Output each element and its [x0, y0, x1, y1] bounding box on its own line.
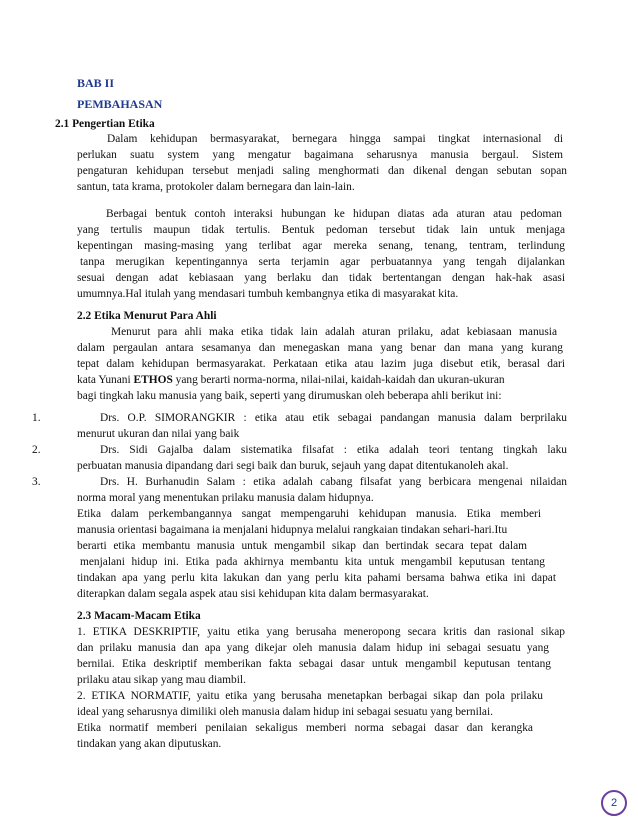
list-item-line: Drs. O.P. SIMORANGKIR : etika atau etik sebagai pandangan manusia dalam berprilaku [100, 412, 567, 424]
paragraph-line: Etika dalam perkembangannya sangat mempengaruhi kehidupan manusia. Etika memberi [77, 508, 541, 520]
paragraph-line: Dalam kehidupan bermasyarakat, bernegara hingga sampai tingkat internasional di [107, 133, 563, 145]
page-number-badge [601, 790, 627, 816]
paragraph-line: 1. ETIKA DESKRIPTIF, yaitu etika yang berusaha meneropong secara kritis dan rasional sikap [77, 626, 565, 638]
list-item-line: Drs. Sidi Gajalba dalam sistematika filsafat : etika adalah teori tentang tingkah laku [100, 444, 567, 456]
paragraph-line: pengaturan kehidupan tersebut menjadi saling menghormati dan dikenal dengan sebutan sopan [77, 165, 567, 177]
paragraph-line: perlukan suatu system yang mengatur bagaimana seharusnya manusia bergaul. Sistem [77, 149, 563, 161]
ethos-term: ETHOS [133, 374, 173, 386]
paragraph-line: prilaku atau sikap yang mau diambil. [77, 674, 246, 686]
paragraph-line: berarti etika membantu manusia untuk mengambil sikap dan bertindak secara tepat dalam [77, 540, 527, 552]
paragraph-line: kata Yunani ETHOS yang berarti norma-norma, nilai-nilai, kaidah-kaidah dan ukuran-ukuran [77, 374, 505, 386]
paragraph-line: tindakan yang akan diputuskan. [77, 738, 222, 750]
paragraph-line: dalam pergaulan antara sesamanya dan menegaskan mana yang benar dan mana yang kurang [77, 342, 563, 354]
paragraph-line: Berbagai bentuk contoh interaksi hubungan ke hidupan diatas ada aturan atau pedoman [106, 208, 562, 220]
list-number: 3. [32, 476, 41, 488]
paragraph-line: 2. ETIKA NORMATIF, yaitu etika yang berusaha menetapkan berbagai sikap dan pola prilaku [77, 690, 543, 702]
paragraph-line: santun, tata krama, protokoler dalam bernegara dan lain-lain. [77, 181, 355, 193]
paragraph-line: bagi tingkah laku manusia yang baik, seperti yang dirumuskan oleh beberapa ahli berikut ini: [77, 390, 502, 402]
paragraph-line: Etika normatif memberi penilaian sekaligus memberi norma sebagai dasar dan kerangka [77, 722, 533, 734]
page-number: 2 [610, 797, 618, 809]
paragraph-line: diterapkan dalam segala aspek atau sisi kehidupan kita dalam bermasyarakat. [77, 588, 429, 600]
paragraph-line: yang tertulis maupun tidak tertulis. Bentuk pedoman tersebut tidak lain untuk menjaga [77, 224, 565, 236]
paragraph-line: menjalani hidup ini. Etika pada akhirnya membantu kita untuk mengambil keputusan tentang [80, 556, 545, 568]
section-2-1-title: 2.1 Pengertian Etika [55, 118, 155, 130]
list-item-line: perbuatan manusia dipandang dari segi baik dan buruk, sejauh yang dapat ditentukanoleh akal. [77, 460, 509, 472]
chapter-title: PEMBAHASAN [77, 97, 163, 111]
paragraph-line: kepentingan masing-masing yang terlibat agar mereka senang, tenang, tentram, terlindung [77, 240, 565, 252]
list-number: 1. [32, 412, 41, 424]
paragraph-line: tindakan apa yang perlu kita lakukan dan yang perlu kita pahami bersama bahwa etika ini dapat [77, 572, 556, 584]
list-item-line: norma moral yang menentukan prilaku manusia dalam hidupnya. [77, 492, 374, 504]
paragraph-line: Menurut para ahli maka etika tidak lain adalah aturan prilaku, adat kebiasaan manusia [111, 326, 557, 338]
list-item-line: Drs. H. Burhanudin Salam : etika adalah cabang filsafat yang berbicara mengenai nilaidan [100, 476, 567, 488]
paragraph-line: umumnya.Hal itulah yang mendasari tumbuh kembangnya etika di masyarakat kita. [77, 288, 459, 300]
list-item-line: menurut ukuran dan nilai yang baik [77, 428, 240, 440]
section-2-3-title: 2.3 Macam-Macam Etika [77, 610, 201, 622]
paragraph-line: tepat dalam kehidupan bermasyarakat. Perkataan etika atau lazim juga disebut etik, berasal dari [77, 358, 565, 370]
paragraph-line: manusia orientasi bagaimana ia menjalani hidupnya melalui rangkaian tindakan sehari-hari.Itu [77, 524, 508, 536]
section-2-2-title: 2.2 Etika Menurut Para Ahli [77, 310, 217, 322]
list-number: 2. [32, 444, 41, 456]
paragraph-line: sesuai dengan adat kebiasaan yang berlaku dan tidak bertentangan dengan hak-hak asasi [77, 272, 565, 284]
paragraph-line: tanpa merugikan kepentingannya serta terjamin agar perbuatannya yang tengah dijalankan [80, 256, 565, 268]
paragraph-line: bernilai. Etika deskriptif memberikan fakta sebagai dasar untuk mengambil keputusan tentang [77, 658, 551, 670]
paragraph-line: dan prilaku manusia dan apa yang dikejar oleh manusia dalam hidup ini sebagai sesuatu yang [77, 642, 549, 654]
paragraph-line: ideal yang seharusnya dimiliki oleh manusia dalam hidup ini sebagai sesuatu yang bernilai. [77, 706, 493, 718]
chapter-label: BAB II [77, 76, 115, 90]
